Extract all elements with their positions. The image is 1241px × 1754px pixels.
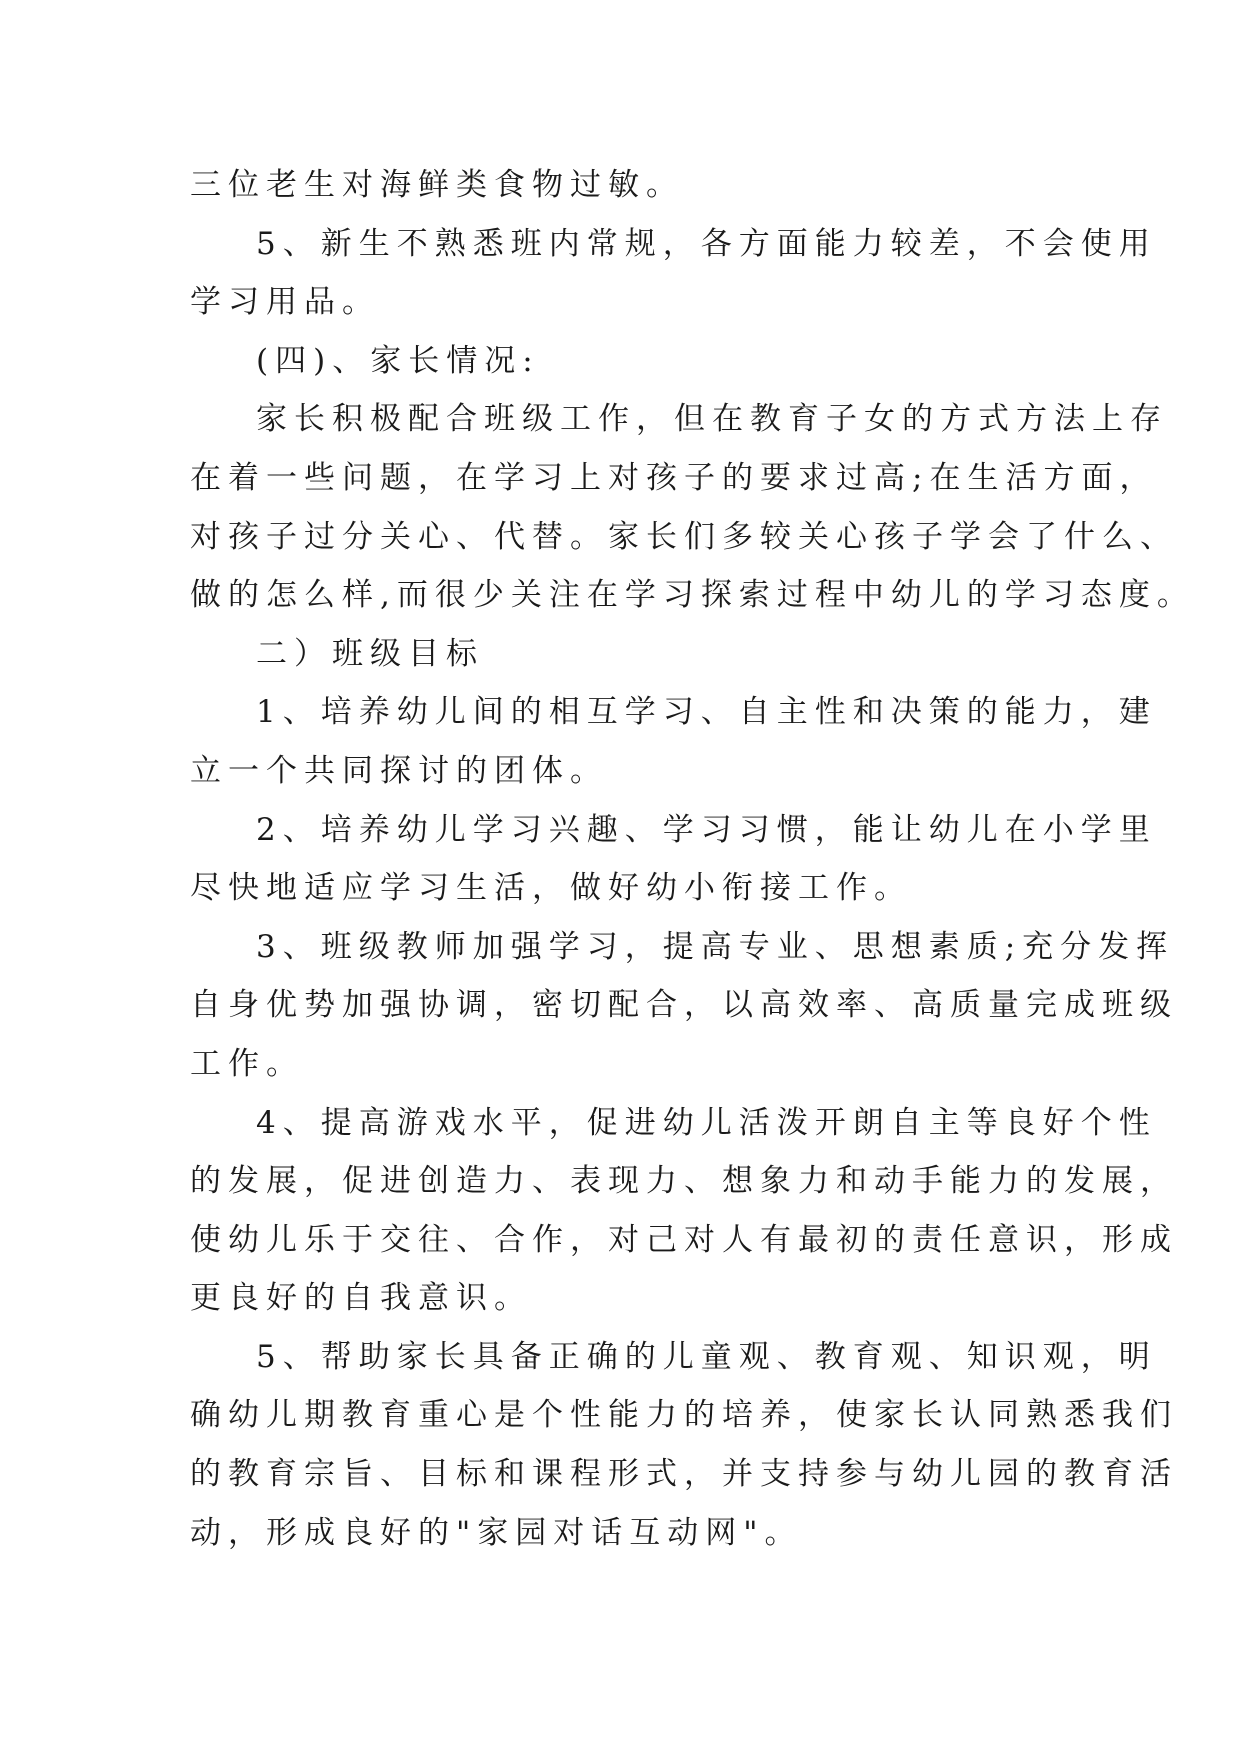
text-line: 1、培养幼儿间的相互学习、自主性和决策的能力，建 xyxy=(256,694,1157,731)
text-line: 4、提高游戏水平，促进幼儿活泼开朗自主等良好个性 xyxy=(256,1104,1157,1141)
text-line: 在着一些问题，在学习上对孩子的要求过高;在生活方面， xyxy=(190,459,1158,496)
text-line: 三位老生对海鲜类食物过敏。 xyxy=(190,167,684,203)
text-line: 2、培养幼儿学习兴趣、学习习惯，能让幼儿在小学里 xyxy=(256,811,1157,848)
text-line: 确幼儿期教育重心是个性能力的培养，使家长认同熟悉我们 xyxy=(190,1397,1178,1434)
text-line: 更良好的自我意识。 xyxy=(190,1280,532,1317)
text-line: 的发展，促进创造力、表现力、想象力和动手能力的发展， xyxy=(190,1163,1178,1200)
text-line: 的教育宗旨、目标和课程形式，并支持参与幼儿园的教育活 xyxy=(190,1456,1178,1493)
text-line: 使幼儿乐于交往、合作，对己对人有最初的责任意识，形成 xyxy=(190,1221,1178,1258)
text-line: 立一个共同探讨的团体。 xyxy=(190,752,608,789)
section-heading: 二）班级目标 xyxy=(256,635,484,672)
text-line: 学习用品。 xyxy=(190,284,380,321)
text-line: 对孩子过分关心、代替。家长们多较关心孩子学会了什么、 xyxy=(190,518,1178,555)
text-line: 动，形成良好的"家园对话互动网"。 xyxy=(190,1514,803,1551)
document-page xyxy=(190,156,1195,1562)
text-line: 做的怎么样,而很少关注在学习探索过程中幼儿的学习态度。 xyxy=(190,577,1195,614)
text-line: 家长积极配合班级工作，但在教育子女的方式方法上存 xyxy=(256,401,1168,438)
section-heading: (四)、家长情况: xyxy=(256,342,540,379)
text-line: 5、新生不熟悉班内常规，各方面能力较差，不会使用 xyxy=(256,225,1157,262)
text-line: 工作。 xyxy=(190,1045,304,1082)
text-line: 尽快地适应学习生活，做好幼小衔接工作。 xyxy=(190,870,912,907)
text-line: 5、帮助家长具备正确的儿童观、教育观、知识观，明 xyxy=(256,1338,1157,1375)
text-line: 3、班级教师加强学习，提高专业、思想素质;充分发挥 xyxy=(256,928,1175,965)
text-line: 自身优势加强协调，密切配合，以高效率、高质量完成班级 xyxy=(190,987,1178,1024)
